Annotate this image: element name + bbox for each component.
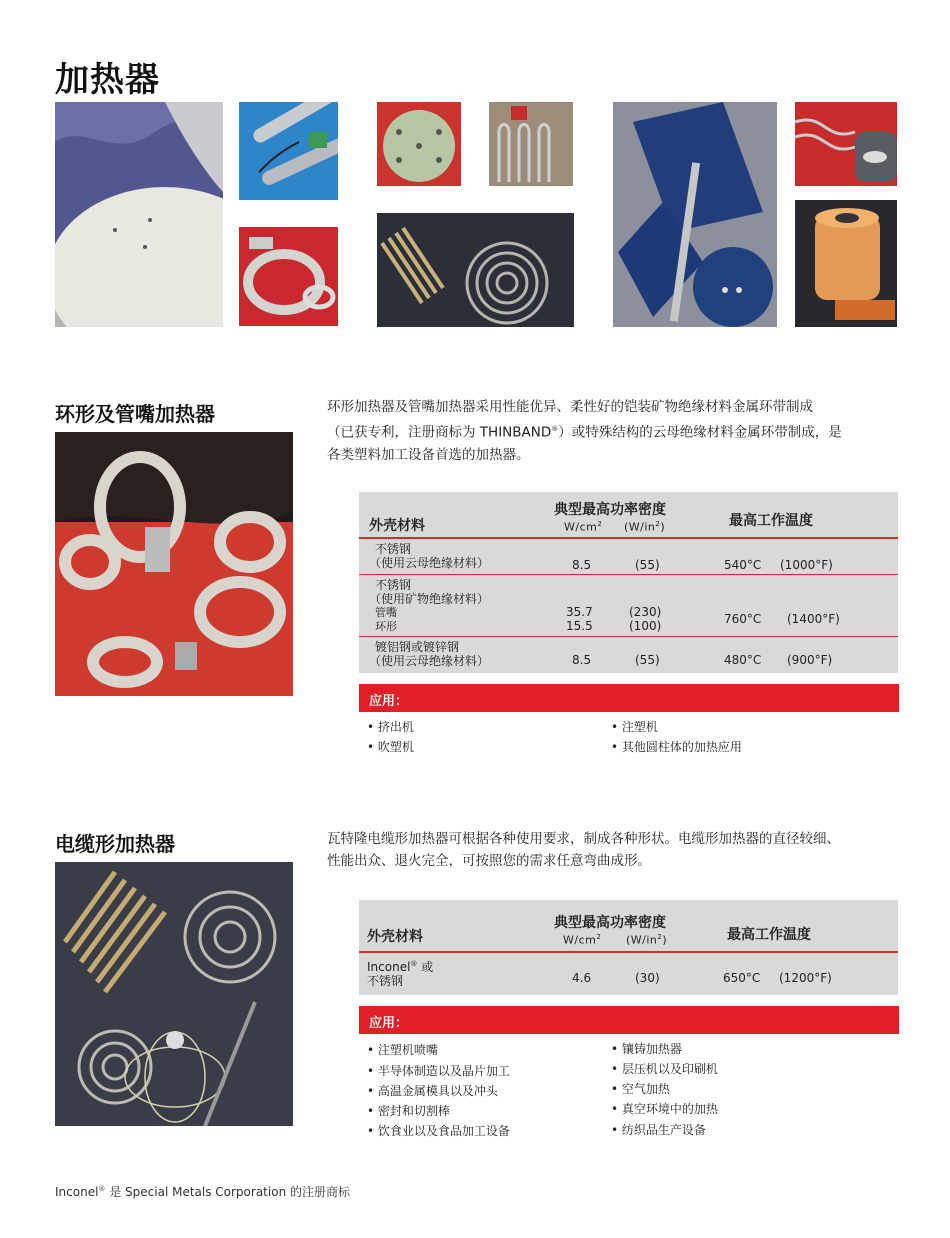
band-header-material: 外壳材料 bbox=[369, 518, 425, 534]
band-unit-wcm-label: W/cm bbox=[564, 520, 598, 534]
photo-band-nozzle-heaters bbox=[55, 432, 293, 696]
band-unit-win-sup: 2 bbox=[655, 520, 661, 528]
cable-applications-label: 应用： bbox=[369, 1016, 409, 1031]
band-app-left-2: • 吹塑机 bbox=[367, 740, 414, 754]
band-row1-mat2: （使用云母绝缘材料） bbox=[369, 556, 490, 570]
footer-inconel: Inconel bbox=[55, 1185, 99, 1199]
cable-unit-wcm-label: W/cm bbox=[563, 933, 597, 947]
cable-intro-line-2: 性能出众、退火完全，可按照您的需求任意弯曲成形。 bbox=[327, 853, 651, 869]
band-row2-wcm2: 15.5 bbox=[566, 619, 593, 633]
band-row1-material bbox=[369, 542, 489, 570]
band-applications-bar bbox=[359, 684, 899, 712]
band-row2-mat2: （使用矿物绝缘材料） bbox=[369, 592, 490, 606]
band-row2-win2: (100) bbox=[629, 619, 662, 633]
band-row2-win1: (230) bbox=[629, 605, 662, 619]
cable-app-right-1: • 镶铸加热器 bbox=[611, 1042, 682, 1056]
band-row2-divider bbox=[359, 636, 898, 637]
cable-row-mat1-reg: ® bbox=[410, 960, 418, 968]
band-intro-line-3: 各类塑料加工设备首选的加热器。 bbox=[327, 446, 530, 463]
cable-row-mat1-name: Inconel bbox=[367, 960, 411, 974]
photo-tubular-heater bbox=[489, 102, 573, 186]
photo-cartridge-heaters bbox=[239, 102, 338, 200]
band-header-unit-wcm bbox=[564, 520, 602, 534]
band-row1-win: (55) bbox=[635, 558, 660, 572]
band-header-divider bbox=[359, 537, 898, 539]
photo-cast-in-heater bbox=[795, 200, 897, 327]
band-row2-tf: (1400°F) bbox=[787, 612, 840, 626]
band-row2-material bbox=[369, 578, 489, 634]
cable-row-material bbox=[367, 957, 433, 988]
photo-band-heater-red bbox=[239, 227, 338, 326]
band-row3-tc: 480°C bbox=[724, 653, 762, 667]
photo-thermocouple-red bbox=[795, 102, 897, 186]
footer-note-text: 是 Special Metals Corporation 的注册商标 bbox=[105, 1185, 350, 1199]
photo-platen-heater bbox=[55, 102, 223, 327]
band-app-left-1: • 挤出机 bbox=[367, 720, 414, 734]
band-header-unit-win bbox=[624, 520, 665, 534]
cable-app-left-3: • 高温金属模具以及冲头 bbox=[367, 1084, 498, 1098]
band-row2-sub2: 环形 bbox=[375, 620, 397, 633]
footer-trademark-note bbox=[55, 1183, 350, 1200]
band-row3-tf: (900°F) bbox=[787, 653, 833, 667]
cable-app-right-4: • 真空环境中的加热 bbox=[611, 1102, 718, 1116]
band-unit-win-label: (W/in bbox=[624, 520, 656, 534]
cable-row-win: (30) bbox=[635, 971, 660, 985]
cable-header-divider bbox=[359, 951, 898, 953]
band-row1-divider bbox=[359, 574, 898, 575]
band-row2-tc: 760°C bbox=[724, 612, 762, 626]
photo-mica-strip-heaters bbox=[613, 102, 777, 327]
cable-section-intro bbox=[327, 828, 917, 872]
cable-app-left-1: • 注塑机喷嘴 bbox=[367, 1043, 438, 1057]
cable-row-mat1-suffix: 或 bbox=[417, 960, 434, 974]
cable-applications-bar bbox=[359, 1006, 899, 1034]
cable-unit-wcm-sup: 2 bbox=[596, 933, 602, 941]
cable-app-right-5: • 纺织品生产设备 bbox=[611, 1123, 706, 1137]
band-unit-wcm-sup: 2 bbox=[597, 520, 603, 528]
cable-intro-line-1: 瓦特隆电缆形加热器可根据各种使用要求，制成各种形状。电缆形加热器的直径较细、 bbox=[327, 831, 840, 847]
cable-spec-table bbox=[359, 900, 898, 995]
cable-header-density: 典型最高功率密度 bbox=[554, 915, 666, 931]
band-row2-mat1: 不锈钢 bbox=[375, 578, 412, 592]
band-applications-label: 应用： bbox=[369, 694, 409, 709]
cable-unit-win-label: (W/in bbox=[626, 933, 658, 947]
band-row2-sub1: 管嘴 bbox=[375, 606, 397, 619]
cable-unit-win-close: ) bbox=[662, 933, 668, 947]
band-app-right-2: • 其他圆柱体的加热应用 bbox=[611, 740, 742, 754]
band-spec-table bbox=[359, 492, 898, 673]
band-row3-mat2: （使用云母绝缘材料） bbox=[369, 654, 490, 668]
cable-header-material: 外壳材料 bbox=[367, 929, 423, 945]
band-row3-wcm: 8.5 bbox=[572, 653, 592, 667]
cable-app-left-4: • 密封和切割棒 bbox=[367, 1104, 450, 1118]
band-section-title: 环形及管嘴加热器 bbox=[55, 402, 215, 426]
cable-header-unit-win bbox=[626, 933, 667, 947]
cable-header-unit-wcm bbox=[563, 933, 601, 947]
band-row3-mat1: 镀铝钢或镀锌钢 bbox=[375, 640, 460, 654]
cable-app-right-2: • 层压机以及印刷机 bbox=[611, 1062, 718, 1076]
cable-row-mat1 bbox=[367, 957, 433, 974]
cable-row-mat2: 不锈钢 bbox=[367, 974, 404, 988]
band-intro-line-2b: ）或特殊结构的云母绝缘材料金属环带制成，是 bbox=[558, 424, 842, 441]
band-header-density: 典型最高功率密度 bbox=[554, 502, 666, 518]
band-row1-mat1: 不锈钢 bbox=[375, 542, 412, 556]
cable-app-left-2: • 半导体制造以及晶片加工 bbox=[367, 1064, 510, 1078]
band-intro-line-2 bbox=[327, 418, 907, 444]
band-row3-win: (55) bbox=[635, 653, 660, 667]
band-row3-material bbox=[369, 640, 489, 668]
cable-section-title: 电缆形加热器 bbox=[55, 832, 175, 856]
cable-header-temp: 最高工作温度 bbox=[727, 927, 811, 943]
footer-reg-mark: ® bbox=[98, 1185, 106, 1193]
band-intro-reg-mark: ® bbox=[551, 425, 559, 433]
cable-row-wcm: 4.6 bbox=[572, 971, 592, 985]
cable-app-right-3: • 空气加热 bbox=[611, 1082, 670, 1096]
band-row2-wcm1: 35.7 bbox=[566, 605, 593, 619]
band-row1-wcm: 8.5 bbox=[572, 558, 592, 572]
band-row1-tf: (1000°F) bbox=[780, 558, 833, 572]
photo-flat-disk-heater bbox=[377, 102, 461, 186]
band-unit-win-close: ) bbox=[660, 520, 666, 534]
photo-cable-heaters bbox=[55, 862, 293, 1126]
cable-app-left-5: • 饮食业以及食品加工设备 bbox=[367, 1124, 510, 1138]
cable-unit-win-sup: 2 bbox=[657, 933, 663, 941]
band-header-temp: 最高工作温度 bbox=[729, 513, 813, 529]
band-section-intro bbox=[327, 396, 907, 466]
cable-row-tc: 650°C bbox=[723, 971, 761, 985]
cable-row-tf: (1200°F) bbox=[779, 971, 832, 985]
page-title: 加热器 bbox=[55, 60, 160, 100]
band-row1-tc: 540°C bbox=[724, 558, 762, 572]
band-app-right-1: • 注塑机 bbox=[611, 720, 658, 734]
band-intro-line-1: 环形加热器及管嘴加热器采用性能优异、柔性好的铠装矿物绝缘材料金属环带制成 bbox=[327, 399, 813, 415]
photo-coil-cable-heaters bbox=[377, 213, 574, 327]
band-intro-line-2a: （已获专利，注册商标为 THINBAND bbox=[327, 424, 552, 441]
